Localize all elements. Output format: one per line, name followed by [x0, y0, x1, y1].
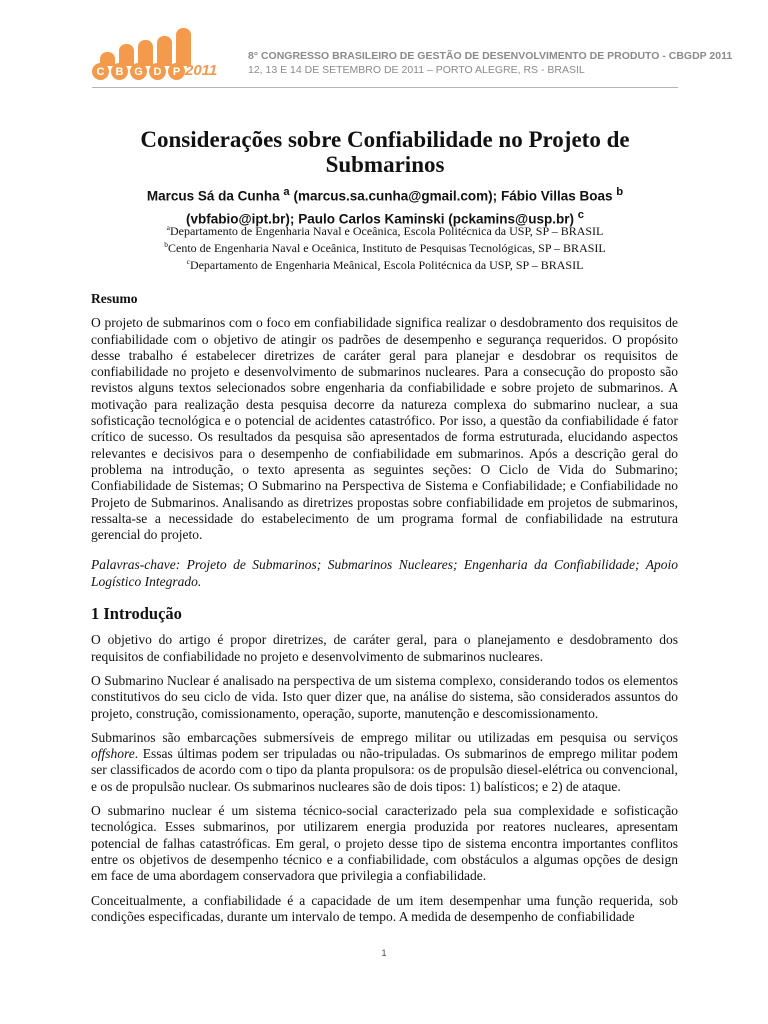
affiliation-line: [92, 255, 678, 272]
logo-letter: P: [168, 63, 185, 80]
conference-dates: 12, 13 E 14 DE SETEMBRO DE 2011 – PORTO ALEGRE, RS - BRASIL: [248, 64, 585, 76]
affiliation-text: Departamento de Engenharia Meânical, Escola Politécnica da USP, SP – BRASIL: [189, 258, 584, 272]
author-email: (vbfabio@ipt.br);: [186, 211, 295, 226]
logo-letter: B: [111, 63, 128, 80]
conference-info: [248, 50, 732, 76]
cbgdp-logo: [92, 28, 242, 84]
conference-header: [92, 28, 733, 88]
affiliation-line: [92, 238, 678, 255]
affiliation-mark: c: [577, 208, 584, 221]
affiliation-mark: a: [283, 186, 290, 198]
affiliation-line: [92, 221, 678, 238]
paragraph-text: . Essas últimas podem ser tripuladas ou não-tripuladas. Os submarinos de emprego militar podem ser classificados de acordo com o tipo da planta propulsora: os de propulsão diesel-elétrica ou convencional, e os de propulsão nuclear. Os submarinos nucleares são de dois tipos: 1) balísticos; e 2) de ataque.: [91, 746, 678, 794]
body-paragraph: O Submarino Nuclear é analisado na perspectiva de um sistema complexo, considerando todos os elementos constitutivos do seu ciclo de vida. Isto quer dizer que, na análise do sistema, são considerados assuntos do projeto, construção, comissionamento, operação, suporte, manutenção e descomissionamento.: [91, 672, 678, 721]
keywords: Palavras-chave: Projeto de Submarinos; Submarinos Nucleares; Engenharia da Confiabilidade; Apoio Logístico Integrado.: [91, 557, 678, 589]
paper-body: [91, 291, 678, 933]
body-paragraph: O objetivo do artigo é propor diretrizes, de caráter geral, para o planejamento e desdobramento dos requisitos de confiabilidade no projeto e desenvolvimento de submarinos nucleares.: [91, 632, 678, 664]
affiliation-mark: c: [186, 257, 190, 266]
author-name: Paulo Carlos Kaminski: [298, 211, 445, 226]
logo-bars-graphic: [100, 28, 190, 66]
conference-name: 8° CONGRESSO BRASILEIRO DE GESTÃO DE DESENVOLVIMENTO DE PRODUTO - CBGDP 2011: [248, 50, 733, 62]
affiliations: [92, 221, 678, 272]
italic-term: offshore: [91, 746, 135, 762]
author-email: (pckamins@usp.br): [448, 211, 574, 226]
abstract-text: O projeto de submarinos com o foco em confiabilidade significa realizar o desdobramento dos requisitos de confiabilidade com o objetivo de atingir os padrões de desempenho e segurança requeridos. O propósito desse trabalho é estabelecer diretrizes de caráter geral para planejar e desdobrar os requisitos de confiabilidade no projeto e desenvolvimento de submarinos nucleares. Para a consecução do proposto são revistos alguns textos selecionados sobre engenharia da confiabilidade e sobre projeto de submarinos. A motivação para realização desta pesquisa decorre da natureza complexa do submarino nuclear, a sua sofisticação tecnológica e o potencial de acidentes catastrófico. Por isso, a questão da confiabilidade é fator crítico de sucesso. Os resultados da pesquisa são apresentados de forma estruturada, elucidando aspectos relevantes e decisivos para o desempenho de confiabilidade em submarinos. Após a descrição geral do problema na introdução, o texto apresenta as seguintes seções: O Ciclo de Vida do Submarino; Confiabilidade de Sistemas; O Submarino na Perspectiva de Sistema e Confiabilidade; e Confiabilidade no Projeto de Submarinos. Analisando as diretrizes propostas sobre confiabilidade em projetos de submarinos, ressalta-se a necessidade do estabelecimento de um programa formal de confiabilidade na estrutura gerencial do projeto.: [91, 315, 678, 543]
logo-year: 2011: [185, 62, 218, 79]
affiliation-text: Departamento de Engenharia Naval e Oceânica, Escola Politécnica da USP, SP – BRASIL: [169, 224, 604, 238]
header-divider: [92, 87, 678, 88]
body-paragraph: [91, 730, 678, 795]
logo-letter: G: [130, 63, 147, 80]
section-heading: 1 Introdução: [91, 604, 182, 624]
affiliation-mark: b: [616, 186, 624, 198]
body-paragraph: Conceitualmente, a confiabilidade é a capacidade de um item desempenhar uma função requerida, sob condições especificadas, durante um intervalo de tempo. A medida de desempenho de confiabilidade: [91, 892, 678, 924]
affiliation-text: Cento de Engenharia Naval e Oceânica, Instituto de Pesquisas Tecnológicas, SP – BRASIL: [168, 241, 606, 255]
page-number: 1: [381, 948, 387, 958]
body-paragraph: O submarino nuclear é um sistema técnico-social caracterizado pela sua complexidade e sofisticação tecnológica. Esses submarinos, por utilizarem energia produzida por reatores nucleares, apresentam potencial de falhas catastróficas. Em geral, o projeto desse tipo de sistema encontra importantes conflitos entre os objetivos de desempenho técnico e a confiabilidade, com obstáculos a algumas opções de design em face de uma abordagem conservadora que privilegia a confiabilidade.: [91, 803, 678, 884]
logo-letter: D: [149, 63, 166, 80]
logo-letters: [92, 63, 185, 81]
affiliation-mark: a: [166, 223, 170, 232]
affiliation-mark: b: [164, 240, 168, 249]
abstract-heading: Resumo: [91, 291, 138, 306]
paper-title: Considerações sobre Confiabilidade no Projeto de Submarinos: [140, 127, 630, 177]
logo-letter: C: [92, 63, 109, 80]
paragraph-text: Submarinos são embarcações submersíveis de emprego militar ou utilizadas em pesquisa ou serviços: [91, 729, 678, 745]
author-email: (marcus.sa.cunha@gmail.com);: [293, 188, 498, 204]
author-name: Fábio Villas Boas: [500, 188, 613, 204]
author-name: Marcus Sá da Cunha: [146, 188, 280, 204]
